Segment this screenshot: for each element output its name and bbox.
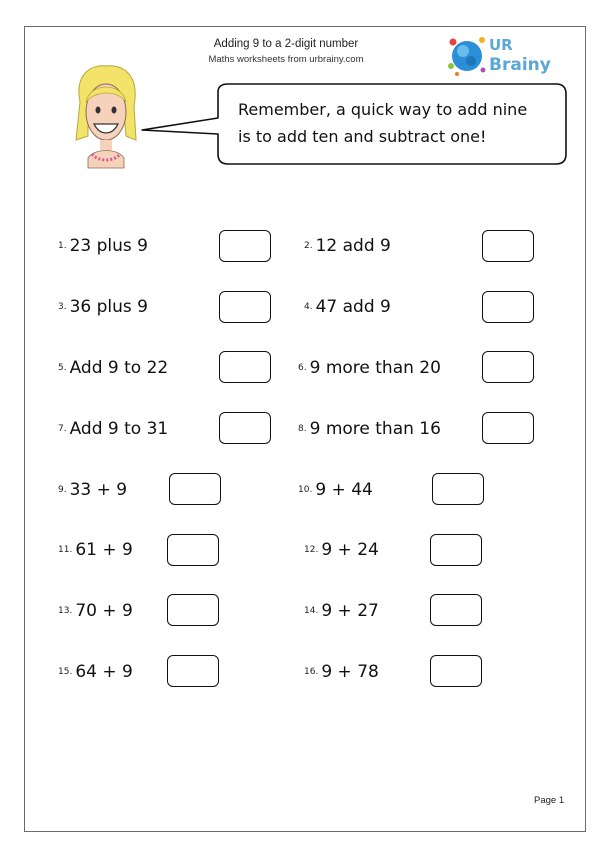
urbrainy-logo xyxy=(445,30,563,78)
logo-globe xyxy=(452,41,482,71)
question-number: 11. xyxy=(58,545,73,555)
question-number: 7. xyxy=(58,424,67,434)
question-text: 9 more than 20 xyxy=(309,358,441,378)
question-text: 64 + 9 xyxy=(75,662,133,682)
speech-text xyxy=(238,96,558,150)
speech-line-2: is to add ten and subtract one! xyxy=(238,127,487,146)
question-1 xyxy=(58,229,148,263)
question-number: 2. xyxy=(304,241,313,251)
question-number: 10. xyxy=(298,485,313,495)
answer-box-9[interactable] xyxy=(169,473,221,505)
question-number: 5. xyxy=(58,363,67,373)
question-4 xyxy=(304,290,391,324)
question-text: 61 + 9 xyxy=(75,540,133,560)
answer-box-4[interactable] xyxy=(482,291,534,323)
question-number: 3. xyxy=(58,302,67,312)
answer-box-15[interactable] xyxy=(167,655,219,687)
question-text: 12 add 9 xyxy=(315,236,391,256)
girl-illustration xyxy=(66,62,146,174)
question-text: 9 + 78 xyxy=(321,662,379,682)
question-12 xyxy=(304,533,379,567)
question-text: 47 add 9 xyxy=(315,297,391,317)
question-number: 6. xyxy=(298,363,307,373)
question-number: 8. xyxy=(298,424,307,434)
question-number: 13. xyxy=(58,606,73,616)
question-text: 9 more than 16 xyxy=(309,419,441,439)
logo-text-ur: UR xyxy=(489,36,513,54)
question-5 xyxy=(58,351,168,385)
answer-box-7[interactable] xyxy=(219,412,271,444)
speech-line-1: Remember, a quick way to add nine xyxy=(238,100,528,119)
page-number: Page 1 xyxy=(534,795,565,806)
question-number: 12. xyxy=(304,545,319,555)
question-number: 14. xyxy=(304,606,319,616)
question-7 xyxy=(58,412,168,446)
question-16 xyxy=(304,655,379,689)
question-3 xyxy=(58,290,148,324)
question-2 xyxy=(304,229,391,263)
answer-box-6[interactable] xyxy=(482,351,534,383)
answer-box-5[interactable] xyxy=(219,351,271,383)
answer-box-3[interactable] xyxy=(219,291,271,323)
question-text: 70 + 9 xyxy=(75,601,133,621)
question-text: 36 plus 9 xyxy=(69,297,148,317)
question-text: 9 + 44 xyxy=(315,480,373,500)
answer-box-13[interactable] xyxy=(167,594,219,626)
question-8 xyxy=(298,412,441,446)
logo-text-brainy: Brainy xyxy=(489,55,551,75)
question-number: 9. xyxy=(58,485,67,495)
question-text: Add 9 to 31 xyxy=(69,419,169,439)
answer-box-12[interactable] xyxy=(430,534,482,566)
answer-box-1[interactable] xyxy=(219,230,271,262)
answer-box-10[interactable] xyxy=(432,473,484,505)
worksheet-title: Adding 9 to a 2-digit number xyxy=(213,38,359,50)
question-number: 4. xyxy=(304,302,313,312)
question-number: 16. xyxy=(304,667,319,677)
question-text: 23 plus 9 xyxy=(69,236,148,256)
question-13 xyxy=(58,594,133,628)
question-11 xyxy=(58,533,133,567)
question-6 xyxy=(298,351,441,385)
question-10 xyxy=(298,473,373,507)
answer-box-16[interactable] xyxy=(430,655,482,687)
question-number: 1. xyxy=(58,241,67,251)
question-text: Add 9 to 22 xyxy=(69,358,169,378)
question-14 xyxy=(304,594,379,628)
question-9 xyxy=(58,473,127,507)
answer-box-8[interactable] xyxy=(482,412,534,444)
answer-box-2[interactable] xyxy=(482,230,534,262)
question-number: 15. xyxy=(58,667,73,677)
answer-box-11[interactable] xyxy=(167,534,219,566)
worksheet-subtitle: Maths worksheets from urbrainy.com xyxy=(208,54,364,65)
question-text: 33 + 9 xyxy=(69,480,128,500)
question-text: 9 + 24 xyxy=(321,540,379,560)
question-15 xyxy=(58,655,133,689)
question-text: 9 + 27 xyxy=(321,601,379,621)
answer-box-14[interactable] xyxy=(430,594,482,626)
